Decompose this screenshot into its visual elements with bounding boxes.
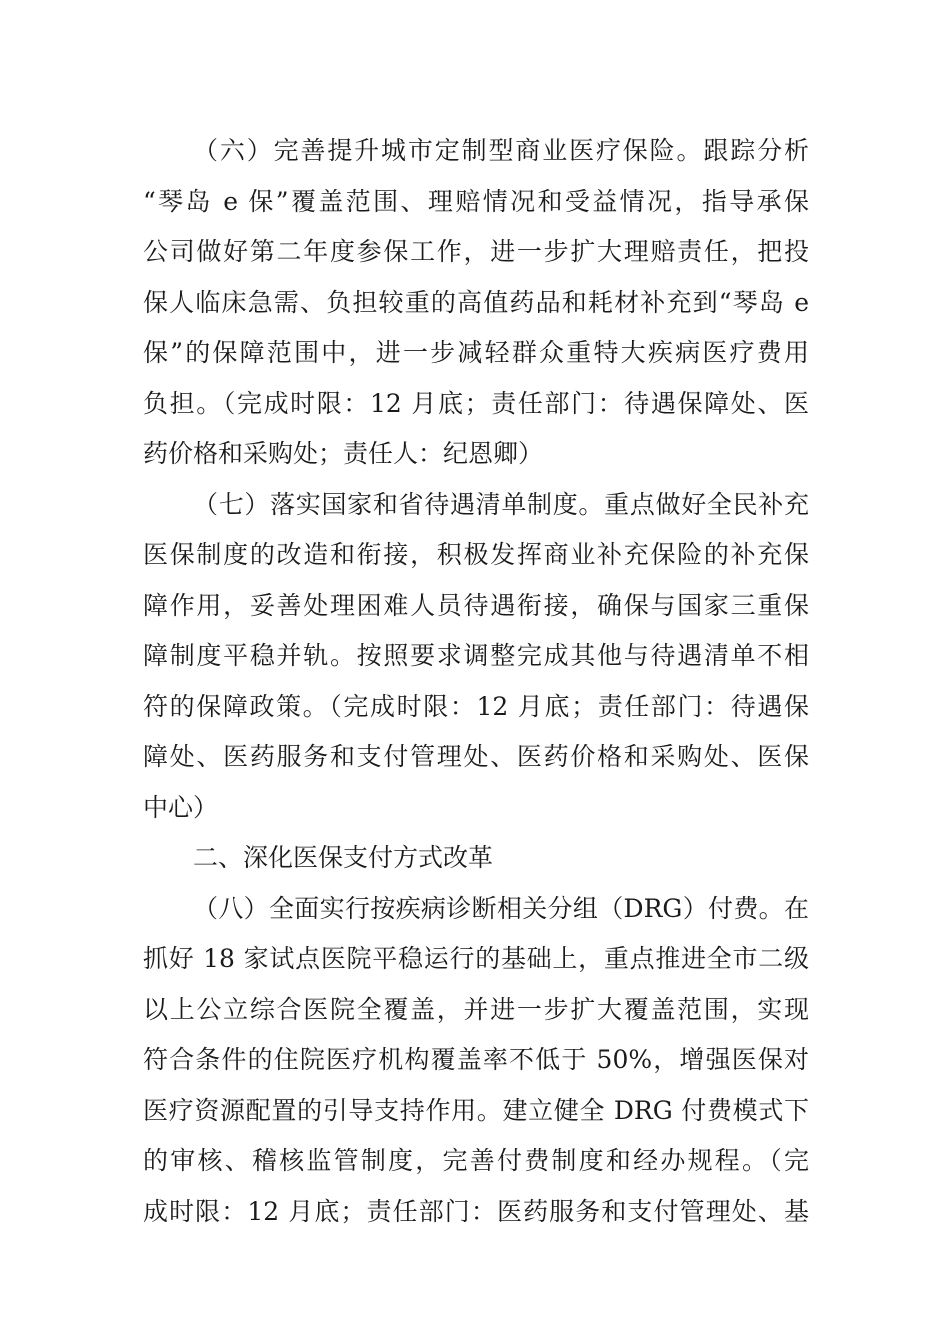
paragraph-6-line-4: 保人临床急需、负担较重的高值药品和耗材补充到“琴岛 e [143,287,809,317]
paragraph-8-line-1: （八）全面实行按疾病诊断相关分组（DRG）付费。在 [193,893,809,923]
paragraph-6-line-7: 药价格和采购处；责任人：纪恩卿） [143,439,544,468]
paragraph-7-line-2: 医保制度的改造和衔接，积极发挥商业补充保险的补充保 [143,540,809,569]
paragraph-6-line-6: 负担。（完成时限：12 月底；责任部门：待遇保障处、医 [143,388,809,418]
paragraph-6-line-2: “琴岛 e 保”覆盖范围、理赔情况和受益情况，指导承保 [143,186,809,216]
document-body [143,126,809,1237]
paragraph-8-line-6: 的审核、稽核监管制度，完善付费制度和经办规程。（完 [143,1146,809,1175]
paragraph-8-line-3: 以上公立综合医院全覆盖，并进一步扩大覆盖范围，实现 [143,994,809,1024]
paragraph-7-line-3: 障作用，妥善处理困难人员待遇衔接，确保与国家三重保 [143,590,809,620]
paragraph-8-line-2: 抓好 18 家试点医院平稳运行的基础上，重点推进全市二级 [143,944,809,973]
paragraph-8-line-4: 符合条件的住院医疗机构覆盖率不低于 50%，增强医保对 [143,1045,809,1074]
paragraph-7-line-7: 中心） [143,792,219,822]
paragraph-6-line-1: （六）完善提升城市定制型商业医疗保险。跟踪分析 [193,136,809,165]
paragraph-6-line-5: 保”的保障范围中，进一步减轻群众重特大疾病医疗费用 [143,338,809,367]
section-heading: 二、深化医保支付方式改革 [193,843,494,872]
paragraph-7-line-4: 障制度平稳并轨。按照要求调整完成其他与待遇清单不相 [143,641,809,670]
paragraph-8-line-5: 医疗资源配置的引导支持作用。建立健全 DRG 付费模式下 [143,1095,809,1125]
paragraph-8-line-7: 成时限：12 月底；责任部门：医药服务和支付管理处、基 [143,1196,809,1226]
paragraph-6-line-3: 公司做好第二年度参保工作，进一步扩大理赔责任，把投 [143,237,809,266]
paragraph-7-line-6: 障处、医药服务和支付管理处、医药价格和采购处、医保 [143,742,809,771]
paragraph-7-line-5: 符的保障政策。（完成时限：12 月底；责任部门：待遇保 [143,691,809,721]
paragraph-7-line-1: （七）落实国家和省待遇清单制度。重点做好全民补充 [193,489,809,519]
